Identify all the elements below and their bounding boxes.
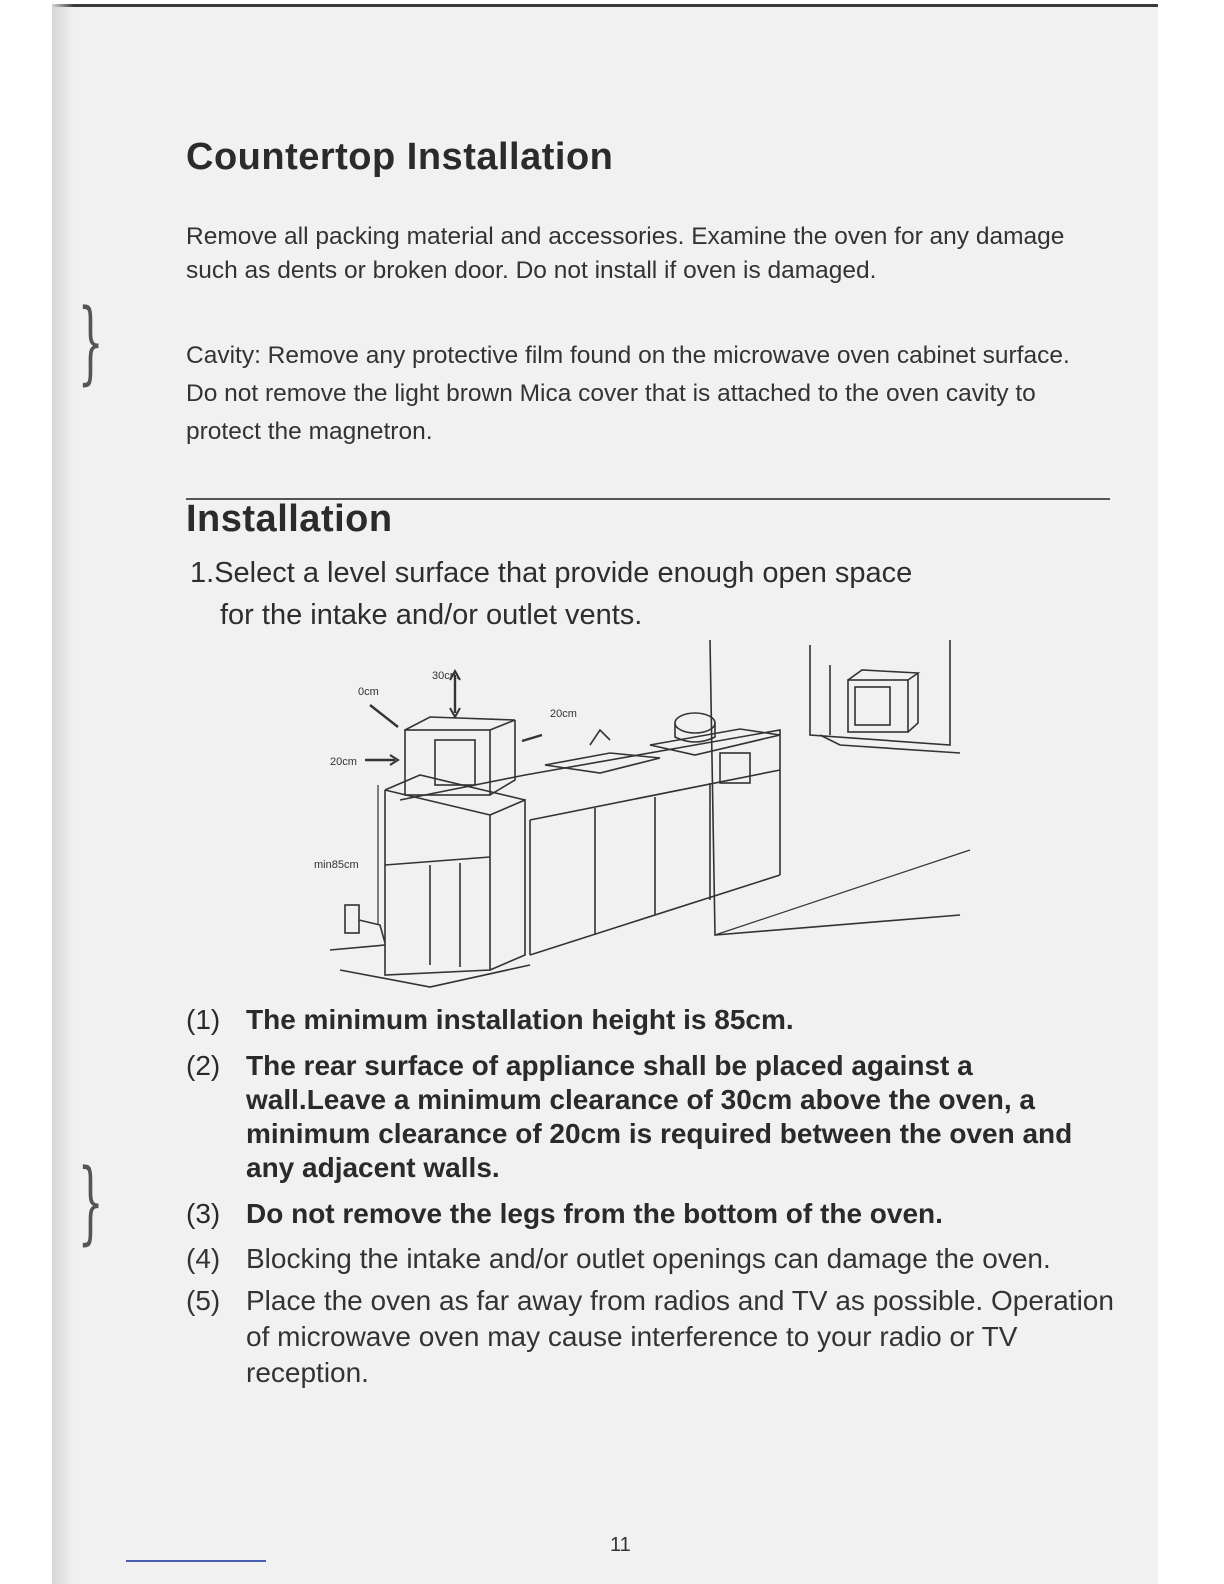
step-1-line-1: Select a level surface that provide enough open space xyxy=(214,557,913,589)
label-right-clearance: 20cm xyxy=(550,708,577,720)
power-outlet xyxy=(345,905,359,933)
note-4-number: (4) xyxy=(186,1243,221,1274)
note-1 xyxy=(186,1003,1126,1037)
floor-line xyxy=(715,850,970,935)
label-back-clearance: 0cm xyxy=(358,686,379,698)
scan-artifact-line xyxy=(126,1560,266,1562)
label-min-height: min85cm xyxy=(314,859,359,871)
binding-mark-top: } xyxy=(77,290,104,395)
countertop-paragraph-2: Cavity: Remove any protective film found on the microwave oven cabinet surface. Do not remove the light brown Mica cover that is attached to the oven cavity to protect the magnetron. xyxy=(186,342,1070,445)
oven-cabinet xyxy=(385,790,490,975)
note-3-number: (3) xyxy=(186,1198,221,1229)
note-2-number: (2) xyxy=(186,1050,221,1081)
wall-corner-line xyxy=(710,640,960,935)
note-3-text: Do not remove the legs from the bottom of the oven. xyxy=(246,1198,943,1229)
page-edge-shadow xyxy=(52,4,74,1584)
back-clearance-arrow xyxy=(370,705,398,727)
pot xyxy=(675,713,715,733)
countertop-installation-title: Countertop Installation xyxy=(186,136,614,178)
note-2 xyxy=(186,1049,1126,1185)
page-number: 11 xyxy=(610,1534,631,1556)
step-1-line-2: for the intake and/or outlet vents. xyxy=(220,599,643,631)
installation-step-1 xyxy=(190,552,1090,636)
note-4-text: Blocking the intake and/or outlet openings can damage the oven. xyxy=(246,1243,1051,1274)
right-clearance-arrow xyxy=(522,735,542,741)
note-2-text: The rear surface of appliance shall be placed against a wall.Leave a minimum clearance of 30cm above the oven, a minimum clearance of 20cm is required between the oven and any adjacent walls. xyxy=(246,1050,1073,1183)
note-5-number: (5) xyxy=(186,1285,221,1316)
installation-notes xyxy=(186,1003,1126,1391)
kitchen-installation-diagram xyxy=(310,625,990,995)
note-5 xyxy=(186,1283,1126,1391)
note-3 xyxy=(186,1197,1126,1231)
countertop-paragraph-1: Remove all packing material and accessories. Examine the oven for any damage such as dents or broken door. Do not install if oven is damaged. xyxy=(186,223,1065,284)
label-left-clearance: 20cm xyxy=(330,756,357,768)
note-5-text: Place the oven as far away from radios and TV as possible. Operation of microwave oven may cause interference to your radio or TV reception. xyxy=(246,1285,1114,1388)
step-number: 1. xyxy=(190,557,215,589)
sink xyxy=(545,753,660,773)
label-top-clearance: 30cm xyxy=(432,670,459,682)
window-frame xyxy=(810,640,950,745)
binding-mark-bottom: } xyxy=(77,1150,104,1255)
installation-title: Installation xyxy=(186,498,393,540)
note-1-text: The minimum installation height is 85cm. xyxy=(246,1004,794,1035)
note-4 xyxy=(186,1241,1126,1277)
note-1-number: (1) xyxy=(186,1004,221,1035)
